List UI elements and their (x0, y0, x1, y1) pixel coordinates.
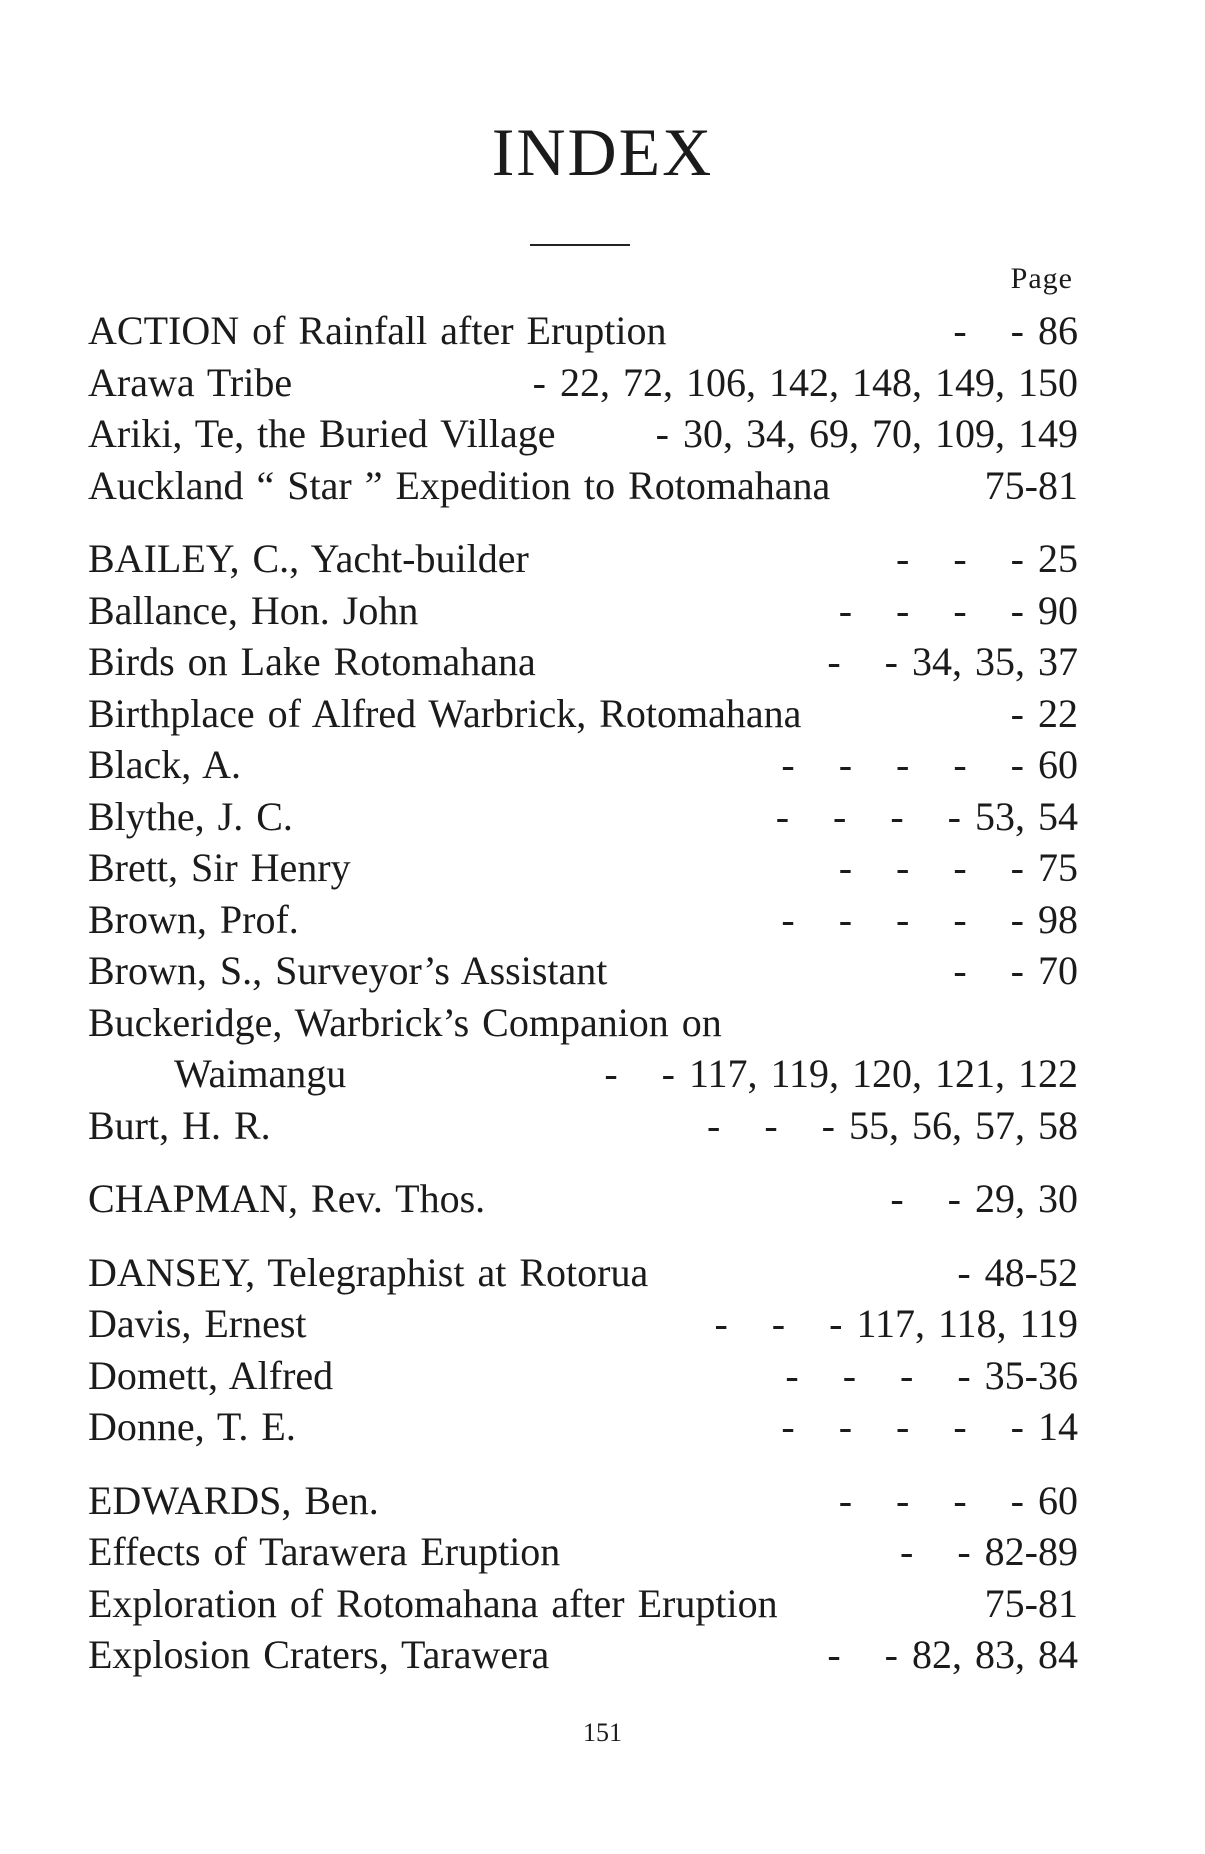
page-title: INDEX (491, 114, 714, 190)
entry-leader: - - (827, 639, 898, 684)
index-entry (88, 1173, 1078, 1225)
entry-leader: - - - (714, 1301, 843, 1346)
entry-pages: 117, 119, 120, 121, 122 (688, 1051, 1078, 1096)
entry-label: Davis, Ernest (88, 1301, 307, 1346)
entry-leader: - - - - - (781, 742, 1024, 787)
entry-pages: 117, 118, 119 (856, 1301, 1078, 1346)
entry-pages: 98 (1038, 896, 1078, 942)
title-rule (530, 244, 630, 246)
entry-leader: - - (953, 948, 1024, 993)
entry-pages: 75-81 (984, 462, 1078, 508)
entry-label: Brown, Prof. (88, 896, 299, 942)
index-entry (88, 636, 1078, 688)
entry-pages: 70 (1038, 948, 1078, 993)
entry-pages: 25 (1038, 536, 1078, 581)
index-entry (88, 739, 1078, 791)
index-entry (88, 1629, 1078, 1681)
entry-leader: - (1010, 690, 1024, 736)
entry-label: Brett, Sir Henry (88, 845, 351, 890)
entry-label: Donne, T. E. (88, 1404, 296, 1449)
entry-pages: 22, 72, 106, 142, 148, 149, 150 (560, 359, 1078, 405)
entry-leader: - (532, 359, 546, 405)
entry-leader: - - - - (838, 1477, 1024, 1523)
entry-label: CHAPMAN, Rev. Thos. (88, 1176, 486, 1221)
index-entry (88, 1526, 1078, 1578)
index-entry (88, 1350, 1078, 1402)
group-spacer (88, 511, 1078, 533)
entry-pages: 60 (1038, 1477, 1078, 1523)
entry-pages: 82, 83, 84 (912, 1632, 1078, 1677)
entry-pages: 75 (1038, 845, 1078, 890)
entry-label: Ballance, Hon. John (88, 587, 419, 633)
entry-label: Burt, H. R. (88, 1102, 271, 1148)
index-entry (88, 1048, 1078, 1100)
entry-pages: 35-36 (984, 1352, 1078, 1398)
index-entry (88, 1401, 1078, 1453)
entry-pages: 22 (1038, 690, 1078, 736)
index-entry (88, 305, 1078, 357)
entry-pages: 30, 34, 69, 70, 109, 149 (683, 411, 1078, 456)
entry-label: Ariki, Te, the Buried Village (88, 411, 556, 456)
entry-leader: - - (604, 1051, 675, 1096)
entry-leader: - - - (896, 536, 1024, 581)
entry-label: Birthplace of Alfred Warbrick, Rotomahana (88, 690, 802, 736)
index-entry (88, 1247, 1078, 1299)
index-entry (88, 585, 1078, 637)
entry-leader: - - (900, 1529, 971, 1574)
group-spacer (88, 1151, 1078, 1173)
entry-pages: 55, 56, 57, 58 (849, 1102, 1078, 1148)
index-entry (88, 533, 1078, 585)
entry-pages: 53, 54 (975, 793, 1078, 839)
index-entry (88, 791, 1078, 843)
entry-label: ACTION of Rainfall after Eruption (88, 308, 667, 353)
index-entry (88, 1578, 1078, 1630)
entry-label: Effects of Tarawera Eruption (88, 1529, 561, 1574)
entry-pages: 48-52 (984, 1249, 1078, 1295)
entry-pages: 14 (1038, 1404, 1078, 1449)
entry-leader: - (957, 1249, 971, 1295)
entry-pages: 82-89 (984, 1529, 1078, 1574)
entry-label: Arawa Tribe (88, 359, 293, 405)
index-entry (88, 842, 1078, 894)
entry-pages: 90 (1038, 587, 1078, 633)
group-spacer (88, 1453, 1078, 1475)
page-column-heading: Page (1010, 262, 1073, 295)
entry-label: Explosion Craters, Tarawera (88, 1632, 550, 1677)
entry-label: DANSEY, Telegraphist at Rotorua (88, 1249, 649, 1295)
index-entries (88, 305, 1078, 1681)
index-entry (88, 1298, 1078, 1350)
entry-leader: - - - - (838, 587, 1024, 633)
entry-leader: - - - - (775, 793, 961, 839)
entry-leader: - - - (707, 1102, 835, 1148)
index-entry (88, 688, 1078, 740)
entry-label: EDWARDS, Ben. (88, 1477, 379, 1523)
entry-pages: 75-81 (984, 1580, 1078, 1626)
index-entry (88, 460, 1078, 512)
entry-label: Waimangu (174, 1051, 347, 1096)
entry-pages: 86 (1038, 308, 1078, 353)
entry-label: BAILEY, C., Yacht-builder (88, 536, 529, 581)
entry-label: Black, A. (88, 742, 241, 787)
group-spacer (88, 1225, 1078, 1247)
entry-leader: - (655, 411, 669, 456)
page-number: 151 (583, 1718, 622, 1747)
entry-leader: - - - - - (781, 1404, 1024, 1449)
entry-leader: - - (953, 308, 1024, 353)
index-entry (88, 357, 1078, 409)
entry-label: Buckeridge, Warbrick’s Companion on (88, 999, 722, 1045)
entry-label: Auckland “ Star ” Expedition to Rotomahana (88, 462, 831, 508)
entry-pages: 34, 35, 37 (912, 639, 1078, 684)
index-entry (88, 1475, 1078, 1527)
entry-leader: - - - - (838, 845, 1024, 890)
index-entry (88, 945, 1078, 997)
entry-pages: 60 (1038, 742, 1078, 787)
entry-leader: - - - - - (781, 896, 1024, 942)
entry-label: Brown, S., Surveyor’s Assistant (88, 948, 608, 993)
entry-label: Blythe, J. C. (88, 793, 293, 839)
entry-leader: - - (827, 1632, 898, 1677)
entry-pages: 29, 30 (975, 1176, 1078, 1221)
entry-leader: - - - - (785, 1352, 971, 1398)
entry-label: Birds on Lake Rotomahana (88, 639, 536, 684)
index-entry (88, 997, 1078, 1049)
index-entry (88, 1100, 1078, 1152)
entry-leader: - - (890, 1176, 961, 1221)
entry-label: Domett, Alfred (88, 1352, 334, 1398)
entry-label: Exploration of Rotomahana after Eruption (88, 1580, 778, 1626)
index-entry (88, 894, 1078, 946)
index-entry (88, 408, 1078, 460)
